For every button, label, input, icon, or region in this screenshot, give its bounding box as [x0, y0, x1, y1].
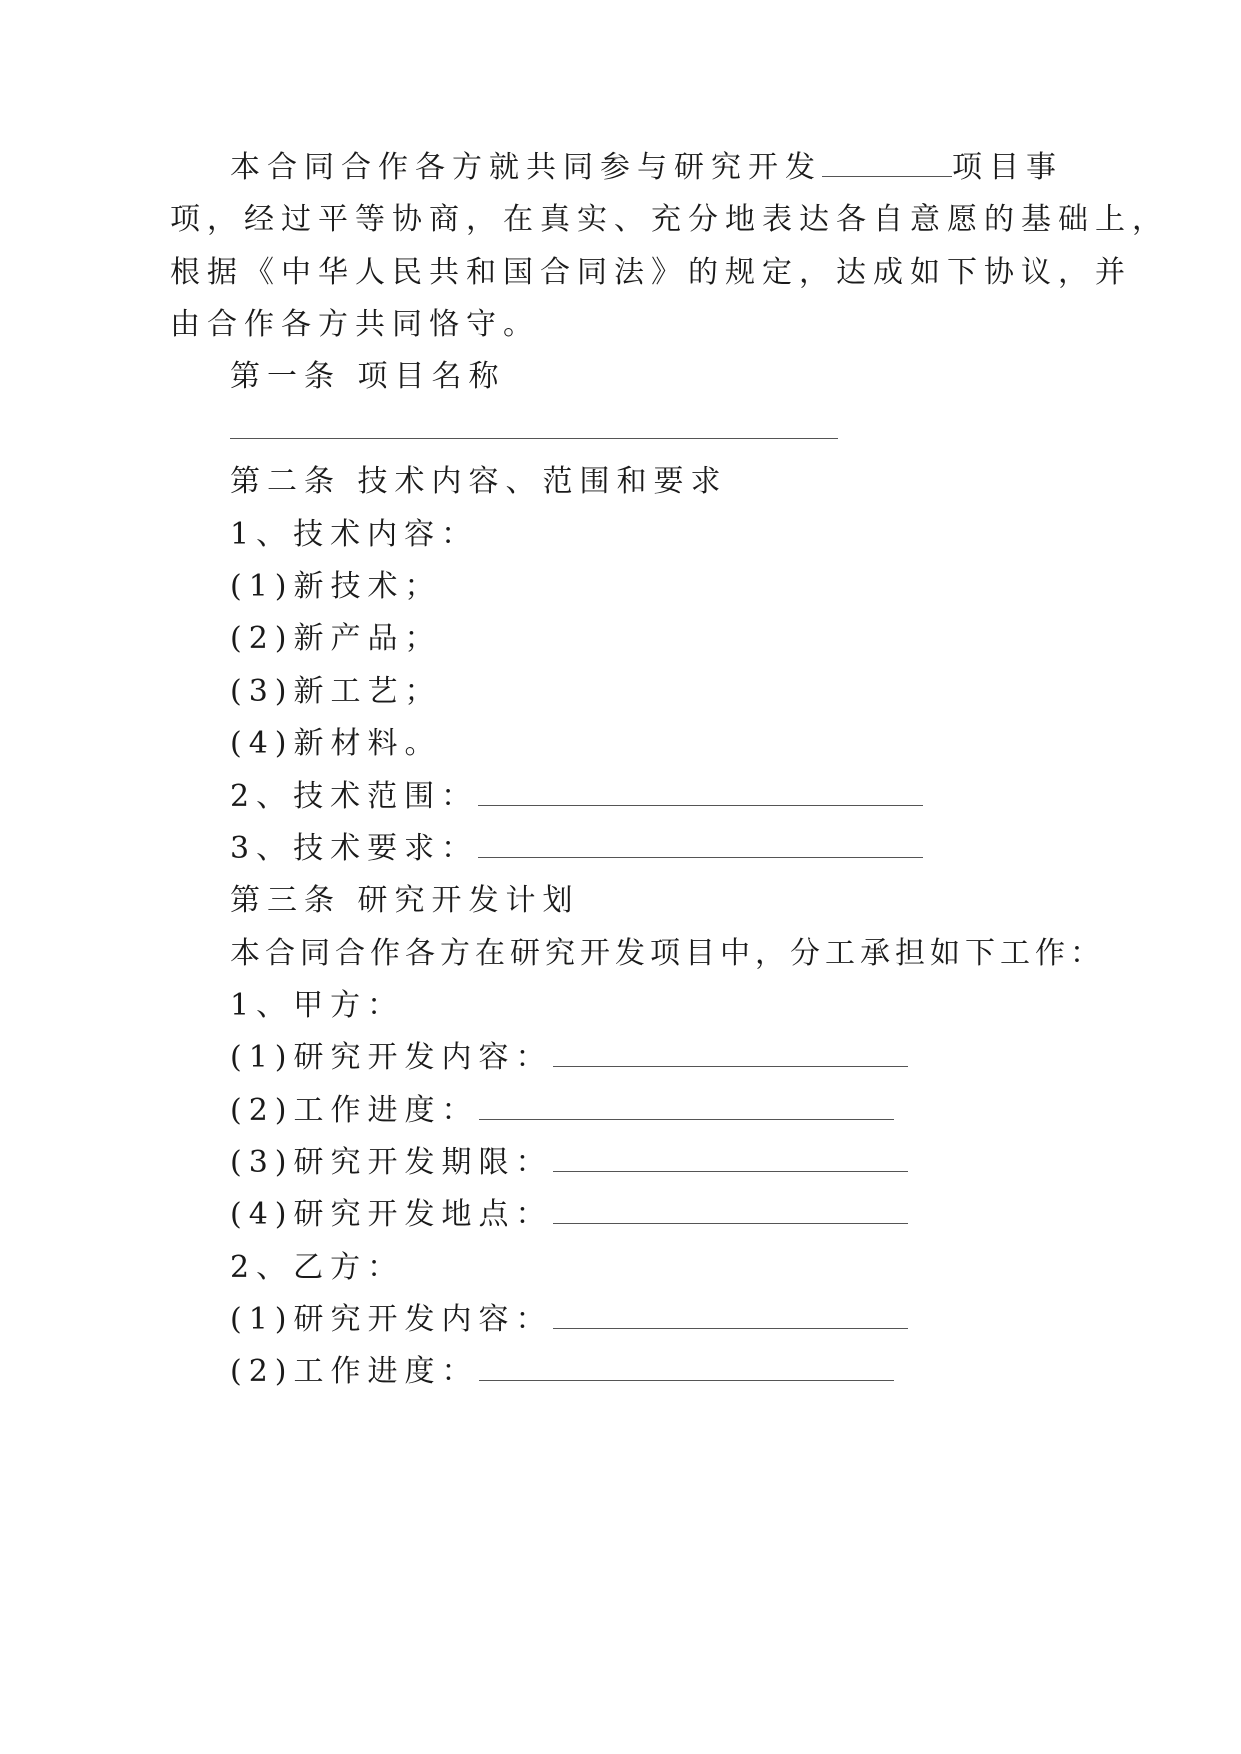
- intro-line-2: 项，经过平等协商，在真实、充分地表达各自意愿的基础上，: [170, 202, 1169, 237]
- party-a-item-4-label: (4)研究开发地点：: [230, 1197, 553, 1232]
- article-3-heading: 第三条 研究开发计划: [230, 883, 580, 918]
- party-a-item-2-blank[interactable]: [479, 1093, 894, 1120]
- party-b-item-2: [230, 1352, 1241, 1392]
- party-a-item-3: [230, 1143, 1241, 1183]
- tech-scope-blank[interactable]: [478, 779, 923, 806]
- party-a-item-1-blank[interactable]: [553, 1040, 908, 1067]
- tech-requirements-label: 3、技术要求：: [230, 831, 479, 866]
- tech-scope-line: [230, 777, 1241, 817]
- project-name-line: [230, 410, 1241, 450]
- party-a-item-3-blank[interactable]: [553, 1145, 908, 1172]
- party-a-item-4: [230, 1195, 1241, 1235]
- tech-requirements-blank[interactable]: [478, 831, 923, 858]
- party-b-item-1-label: (1)研究开发内容：: [230, 1302, 553, 1337]
- party-b-label: 2、乙方：: [230, 1250, 405, 1285]
- party-a-item-2-label: (2)工作进度：: [230, 1093, 479, 1128]
- tech-requirements-line: [230, 829, 1241, 869]
- party-a-item-1: [230, 1038, 1241, 1078]
- tech-item-4: (4)新材料。: [230, 726, 442, 761]
- article-2-heading: 第二条 技术内容、范围和要求: [230, 464, 728, 499]
- party-a-item-3-label: (3)研究开发期限：: [230, 1145, 553, 1180]
- tech-item-3: (3)新工艺；: [230, 674, 442, 709]
- intro-line-1: [230, 148, 1241, 188]
- party-a-item-2: [230, 1091, 1241, 1131]
- tech-scope-label: 2、技术范围：: [230, 779, 479, 814]
- intro-line-4: 由合作各方共同恪守。: [170, 307, 540, 342]
- article-1-heading: 第一条 项目名称: [230, 359, 506, 394]
- tech-item-1: (1)新技术；: [230, 569, 442, 604]
- tech-content-label: 1、技术内容：: [230, 517, 479, 552]
- party-a-item-1-label: (1)研究开发内容：: [230, 1040, 553, 1075]
- party-b-item-1-blank[interactable]: [553, 1302, 908, 1329]
- party-b-item-1: [230, 1300, 1241, 1340]
- intro-line-3: 根据《中华人民共和国合同法》的规定，达成如下协议，并: [170, 255, 1132, 290]
- party-b-item-2-label: (2)工作进度：: [230, 1354, 479, 1389]
- article-3-intro: 本合同合作各方在研究开发项目中，分工承担如下工作：: [230, 936, 1105, 971]
- tech-item-2: (2)新产品；: [230, 621, 442, 656]
- project-name-blank[interactable]: [230, 412, 838, 439]
- intro-line-1-tail: 项目事: [952, 150, 1063, 185]
- intro-line-1-text: 本合同合作各方就共同参与研究开发: [230, 150, 822, 185]
- party-a-item-4-blank[interactable]: [553, 1197, 908, 1224]
- project-blank[interactable]: [822, 150, 952, 177]
- party-a-label: 1、甲方：: [230, 988, 405, 1023]
- party-b-item-2-blank[interactable]: [479, 1354, 894, 1381]
